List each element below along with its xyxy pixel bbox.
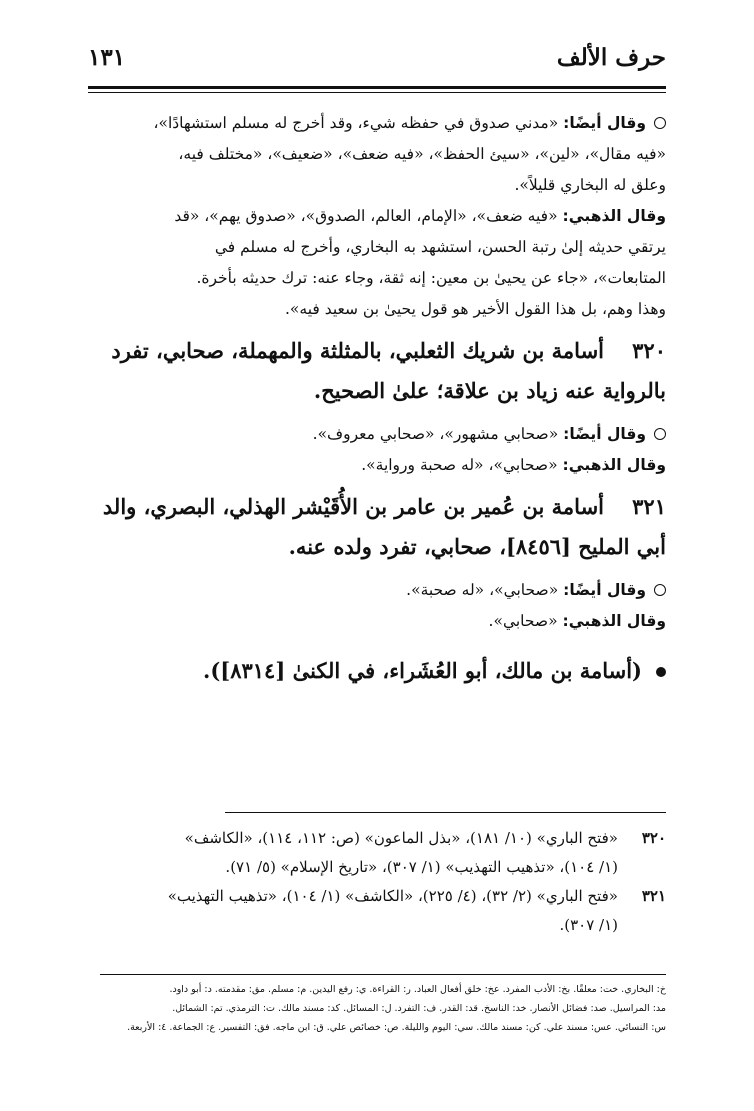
filled-bullet-icon (656, 667, 666, 677)
abbreviation-line: خ: البخاري. خت: معلقًا. بخ: الأدب المفرد. عخ: خلق أفعال العباد. ر: القراءة. ي: رفع اليدين. م: مسلم. مق: مقدمته. د: أبو داود. (169, 984, 666, 995)
text-line: «مدني صدوق في حفظه شيء، وقد أخرج له مسلم استشهادًا»، (153, 114, 559, 132)
text-line: «صحابي». (488, 612, 558, 630)
cross-reference (78, 651, 666, 691)
opinion-label: وقال الذهبي: (562, 207, 666, 225)
header-rule-thick (88, 86, 666, 89)
hollow-bullet-icon (654, 117, 666, 129)
entry-number: ٣٢٠ (632, 338, 666, 363)
abbreviations-key (100, 980, 666, 1037)
opinion-label: وقال أيضًا: (563, 581, 646, 599)
footnote-line: (١/ ٣٠٧). (559, 916, 618, 934)
opinion-block (78, 108, 666, 201)
hollow-bullet-icon (654, 428, 666, 440)
hollow-bullet-icon (654, 584, 666, 596)
footnote-separator (225, 812, 666, 813)
opinion-label: وقال الذهبي: (562, 612, 666, 630)
opinion-block (78, 201, 666, 325)
page-number: ١٣١ (88, 44, 126, 71)
text-line: «صحابي»، «له صحبة ورواية». (361, 456, 558, 474)
page-header (88, 40, 666, 80)
opinion-block (78, 575, 666, 637)
opinion-label: وقال الذهبي: (562, 456, 666, 474)
entry-text: أسامة بن شريك الثعلبي، بالمثلثة والمهملة، صحابي، تفرد (111, 338, 604, 363)
footnote-line: «فتح الباري» (١٠/ ١٨١)، «بذل الماعون» (ص: ١١٢، ١١٤)، «الكاشف» (184, 829, 618, 847)
entry-321 (78, 487, 666, 567)
footnote-number: ٣٢١ (641, 887, 666, 905)
footnote-line: (١/ ١٠٤)، «تذهيب التهذيب» (١/ ٣٠٧)، «تاريخ الإسلام» (٥/ ٧١). (225, 858, 618, 876)
page-title: حرف الألف (556, 44, 666, 71)
footnotes (90, 824, 666, 940)
text-line: «فيه ضعف»، «الإمام، العالم، الصدوق»، «صدوق يهم»، «قد (174, 207, 558, 225)
entry-text: بالرواية عنه زياد بن علاقة؛ علىٰ الصحيح. (313, 378, 666, 403)
text-line: وعلق له البخاري قليلاً». (514, 176, 666, 194)
text-line: «صحابي مشهور»، «صحابي معروف». (312, 425, 559, 443)
entry-text: أبي المليح [٨٤٥٦]، صحابي، تفرد ولده عنه. (288, 534, 666, 559)
main-text (78, 108, 666, 699)
text-line: «صحابي»، «له صحبة». (406, 581, 559, 599)
footnote (90, 824, 666, 882)
cross-reference-text: (أسامة بن مالك، أبو العُشَراء، في الكنىٰ [٨٣١٤]). (203, 658, 642, 683)
opinion-label: وقال أيضًا: (563, 425, 646, 443)
footnote (90, 882, 666, 940)
footnote-number: ٣٢٠ (641, 829, 666, 847)
abbreviations-separator (100, 974, 666, 975)
entry-320 (78, 331, 666, 411)
text-line: يرتقي حديثه إلىٰ رتبة الحسن، استشهد به البخاري، وأخرج له مسلم في (214, 238, 666, 256)
entry-number: ٣٢١ (632, 494, 666, 519)
abbreviation-line: مد: المراسيل. صد: فضائل الأنصار. خد: الناسخ. قد: القدر. ف: التفرد. ل: المسائل. كد: مسند مالك. ت: الترمذي. تم: الشمائل. (172, 1003, 666, 1014)
text-line: وهذا وهم، بل هذا القول الأخير هو قول يحيىٰ بن سعيد فيه». (284, 300, 666, 318)
text-line: «فيه مقال»، «لين»، «سيئ الحفظ»، «فيه ضعف»، «ضعيف»، «مختلف فيه، (178, 145, 666, 163)
opinion-label: وقال أيضًا: (563, 114, 646, 132)
text-line: المتابعات»، «جاء عن يحيىٰ بن معين: إنه ثقة، وجاء عنه: ترك حديثه بأخرة. (196, 269, 666, 287)
entry-text: أسامة بن عُمير بن عامر بن الأُقَيْشر الهذلي، البصري، والد (102, 494, 604, 519)
header-rule-thin (88, 92, 666, 93)
footnote-line: «فتح الباري» (٢/ ٣٢)، (٤/ ٢٢٥)، «الكاشف» (١/ ١٠٤)، «تذهيب التهذيب» (167, 887, 618, 905)
opinion-block (78, 419, 666, 481)
abbreviation-line: س: النسائي. عس: مسند علي. كن: مسند مالك. سي: اليوم والليلة. ص: خصائص علي. ق: ابن ماجه. فق: التفسير. ع: الجماعة. ٤: الأربعة. (127, 1022, 666, 1033)
